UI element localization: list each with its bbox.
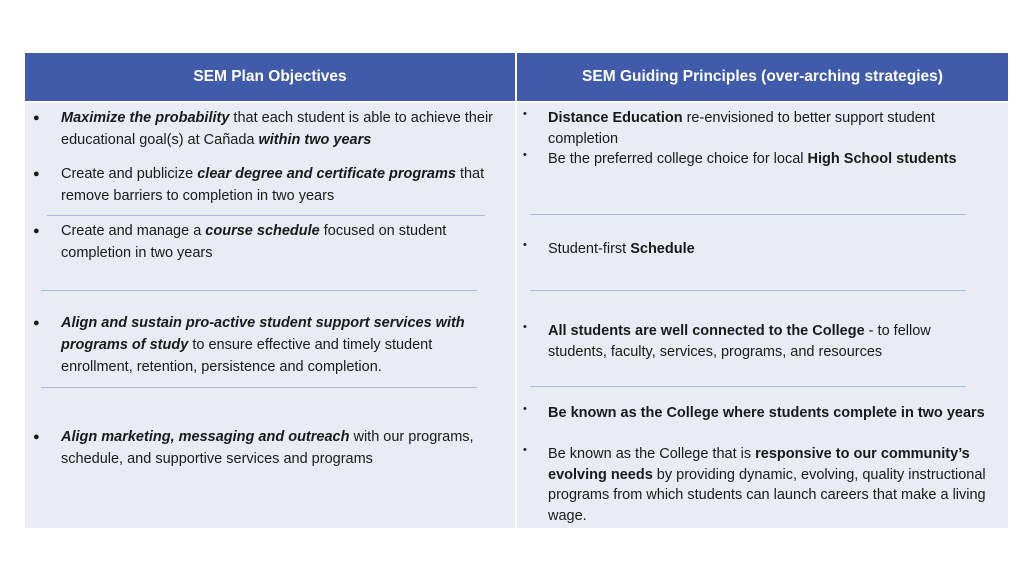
bullet-icon: •	[523, 403, 527, 415]
bullet-icon: ●	[33, 168, 40, 180]
header-objectives: SEM Plan Objectives	[25, 53, 515, 101]
row-separator	[41, 387, 477, 388]
objective-item: Create and publicize clear degree and certificate programs that remove barriers to completion in two years	[61, 166, 485, 204]
objective-item: Align and sustain pro-active student support services with programs of study to ensure effective and timely student enrollment, retention, persistence and completion.	[61, 315, 465, 375]
sem-table	[25, 53, 1008, 528]
header-divider	[25, 101, 1008, 103]
bullet-icon: •	[523, 239, 527, 251]
bullet-icon: ●	[33, 317, 40, 329]
principle-item: Be known as the College where students complete in two years	[548, 405, 985, 421]
principle-item: Student-first Schedule	[548, 241, 695, 257]
principle-item: Be known as the College that is responsive to our community’s evolving needs by providing dynamic, evolving, quality instructional programs from which students can launch careers that make a living wage.	[548, 446, 986, 524]
row-separator	[47, 215, 485, 216]
bullet-icon: •	[523, 108, 527, 120]
objective-item: Maximize the probability that each student is able to achieve their educational goal(s) at Cañada within two years	[61, 110, 493, 148]
principle-item: All students are well connected to the College - to fellow students, faculty, services, programs, and resources	[548, 323, 931, 360]
bullet-icon: •	[523, 149, 527, 161]
objective-item: Align marketing, messaging and outreach with our programs, schedule, and supportive services and programs	[61, 429, 474, 467]
row-separator	[530, 290, 966, 291]
row-separator	[41, 290, 477, 291]
header-principles: SEM Guiding Principles (over-arching strategies)	[517, 53, 1008, 101]
bullet-icon: ●	[33, 112, 40, 124]
bullet-icon: ●	[33, 225, 40, 237]
principle-item: Distance Education re-envisioned to better support student completion	[548, 110, 935, 147]
row-separator	[530, 214, 966, 215]
row-separator	[530, 386, 966, 387]
column-divider	[515, 53, 517, 528]
principle-item: Be the preferred college choice for local High School students	[548, 151, 957, 167]
bullet-icon: ●	[33, 431, 40, 443]
bullet-icon: •	[523, 444, 527, 456]
objective-item: Create and manage a course schedule focused on student completion in two years	[61, 223, 447, 261]
bullet-icon: •	[523, 321, 527, 333]
